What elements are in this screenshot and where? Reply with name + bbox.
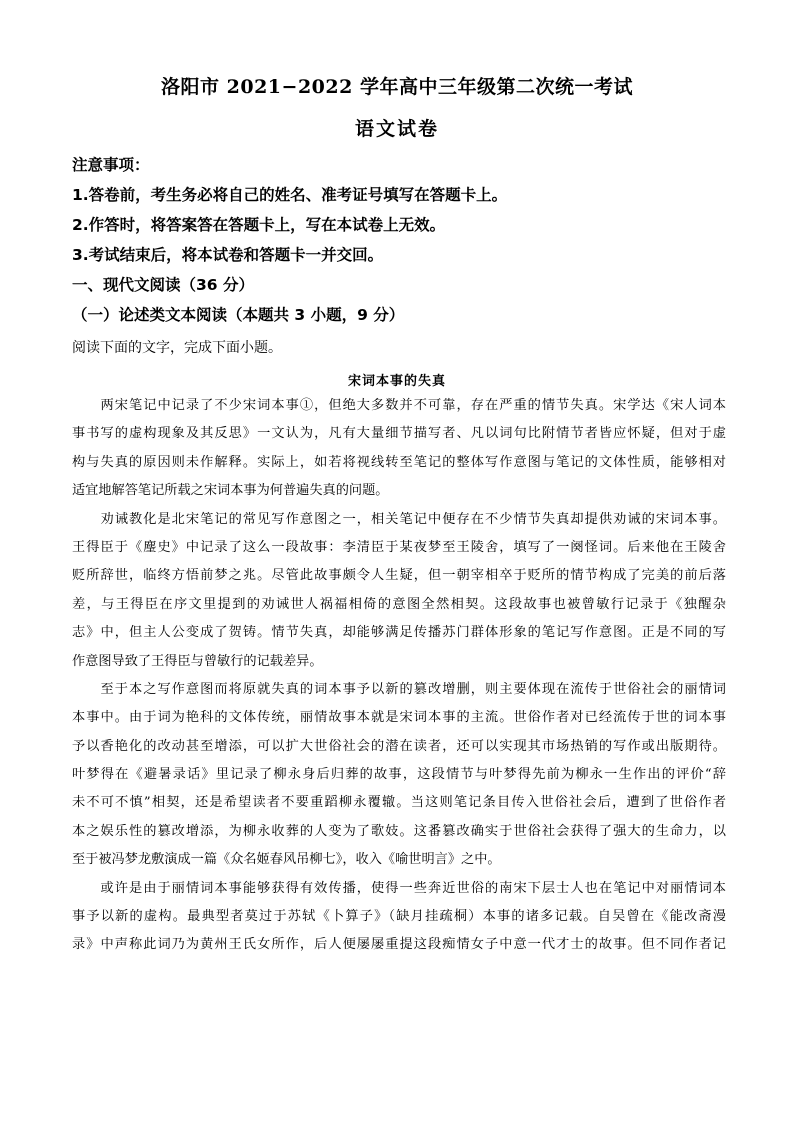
reading-instruction: 阅读下面的文字，完成下面小题。 bbox=[72, 340, 282, 356]
passage-line: 至于被冯梦龙敷演成一篇《众名姬春风吊柳七》，收入《喻世明言》之中。 bbox=[72, 852, 501, 868]
passage-line: 予以香艳化的改动甚至增添，可以扩大世俗社会的潜在读者，还可以实现其市场热销的写作或出版期待。 bbox=[72, 738, 726, 754]
passage-line: 至于本之写作意图而将原就失真的词本事予以新的篡改增删，则主要体现在流传于世俗社会的丽情词 bbox=[72, 681, 726, 697]
passage-body bbox=[72, 392, 726, 960]
notes-block bbox=[72, 150, 732, 330]
passage-line: 构与失真的原因则未作解释。实际上，如若将视线转至笔记的整体写作意图与笔记的文体性质，能够相对 bbox=[72, 454, 726, 470]
passage-line: 本之娱乐性的篡改增添，为柳永收葬的人变为了歌妓。这番篡改确实于世俗社会获得了强大的生命力，以 bbox=[72, 823, 726, 839]
subsection-heading: （一）论述类文本阅读（本题共 3 小题，9 分） bbox=[72, 306, 405, 324]
exam-title: 洛阳市 2021−2022 学年高中三年级第二次统一考试 bbox=[161, 76, 633, 98]
notes-item: 2.作答时，将答案答在答题卡上，写在本试卷上无效。 bbox=[72, 216, 446, 234]
passage-line: 录》中声称此词乃为黄州王氏女所作，后人便屡屡重提这段痴情女子中意一代才士的故事。但不同作者记 bbox=[72, 937, 726, 953]
notes-item: 3.考试结束后，将本试卷和答题卡一并交回。 bbox=[72, 246, 384, 264]
passage-line: 作意图导致了王得臣与曾敏行的记载差异。 bbox=[72, 653, 323, 669]
passage-line: 两宋笔记中记录了不少宋词本事①，但绝大多数并不可靠，存在严重的情节失真。宋学达《宋人词本 bbox=[72, 398, 726, 413]
passage-line: 差，与王得臣在序文里提到的劝诫世人祸福相倚的意图全然相契。这段故事也被曾敏行记录于《独醒杂 bbox=[72, 596, 726, 612]
passage-line: 贬所辞世，临终方悟前梦之兆。尽管此故事颇令人生疑，但一朝宰相卒于贬所的情节构成了完美的前后落 bbox=[72, 568, 726, 584]
notes-item: 1.答卷前，考生务必将自己的姓名、准考证号填写在答题卡上。 bbox=[72, 186, 508, 204]
passage-line: 劝诫教化是北宋笔记的常见写作意图之一，相关笔记中便存在不少情节失真却提供劝诫的宋词本事。 bbox=[72, 511, 726, 527]
passage-line: 未不可不慎”相契，还是希望读者不要重蹈柳永覆辙。当这则笔记条目传入世俗社会后，遭到了世俗作者 bbox=[72, 795, 726, 811]
passage-line: 志》中，但主人公变成了贺铸。情节失真，却能够满足传播苏门群体形象的笔记写作意图。正是不同的写 bbox=[72, 625, 726, 641]
passage-line: 事书写的虚构现象及其反思》一文认为，凡有大量细节描写者、凡以词句比附情节者皆应怀疑，但对于虚 bbox=[72, 426, 726, 442]
passage-line: 或许是由于丽情词本事能够获得有效传播，使得一些奔近世俗的南宋下层士人也在笔记中对丽情词本 bbox=[72, 880, 726, 896]
exam-subtitle: 语文试卷 bbox=[354, 118, 439, 140]
passage-line: 本事中。由于词为艳科的文体传统，丽情故事本就是宋词本事的主流。世俗作者对已经流传于世的词本事 bbox=[72, 710, 726, 726]
passage-title: 宋词本事的失真 bbox=[347, 374, 446, 389]
passage-line: 叶梦得在《避暑录话》里记录了柳永身后归葬的故事，这段情节与叶梦得先前为柳永一生作出的评价“辞 bbox=[72, 767, 726, 783]
notes-heading: 注意事项： bbox=[72, 156, 150, 174]
section-heading: 一、现代文阅读（36 分） bbox=[72, 276, 254, 294]
passage-line: 王得臣于《麈史》中记录了这么一段故事：李清臣于某夜梦至王陵舍，填写了一阕怪词。后来他在王陵舍 bbox=[72, 539, 726, 555]
passage-line: 事予以新的虚构。最典型者莫过于苏轼《卜算子》（缺月挂疏桐）本事的诸多记载。自吴曾在《能改斋漫 bbox=[72, 909, 726, 925]
passage-line: 适宜地解答笔记所载之宋词本事为何普遍失真的问题。 bbox=[72, 483, 389, 499]
